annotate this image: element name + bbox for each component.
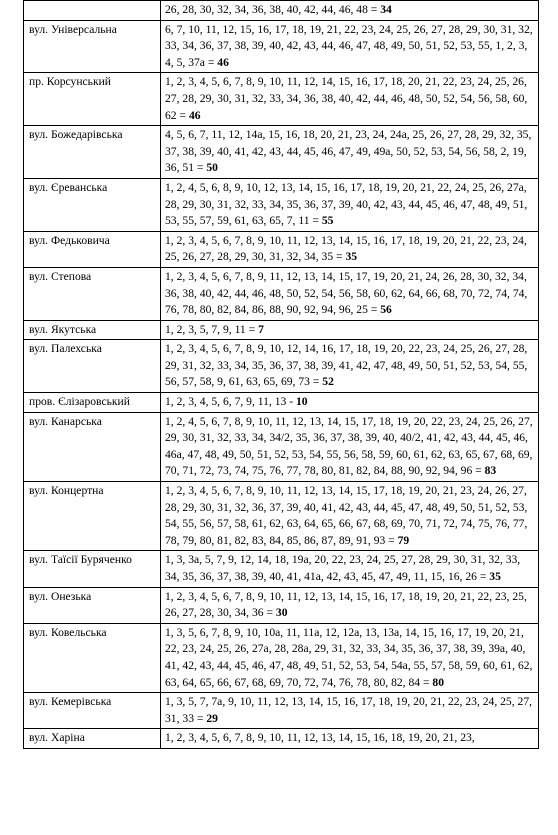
- table-row: [24, 623, 539, 692]
- table-row: [24, 340, 539, 393]
- table-row: [24, 393, 539, 413]
- house-numbers-text: 6, 7, 10, 11, 12, 15, 16, 17, 18, 19, 21, 22, 23, 24, 25, 26, 27, 28, 29, 30, 31, 32, 33, 34, 36, 37, 38, 39, 40, 42, 43, 44, 46, 47, 48, 49, 50, 51, 52, 53, 55, 1, 2, 3, 4, 5, 37а =: [165, 22, 533, 69]
- document-page: [23, 0, 538, 749]
- street-name-cell: вул. Харіна: [24, 729, 161, 749]
- house-numbers-text: 4, 5, 6, 7, 11, 12, 14а, 15, 16, 18, 20, 21, 23, 24, 24а, 25, 26, 27, 28, 29, 32, 35, 37, 38, 39, 40, 41, 42, 43, 44, 45, 46, 47, 49, 49а, 50, 52, 53, 54, 56, 58, 2, 19, 36, 51 =: [165, 128, 532, 175]
- house-count-total: 55: [321, 214, 334, 228]
- house-numbers-text: 1, 2, 4, 5, 6, 8, 9, 10, 12, 13, 14, 15, 16, 17, 18, 19, 20, 21, 22, 24, 25, 26, 27а, 28, 29, 30, 31, 32, 33, 34, 35, 36, 37, 39, 40, 42, 43, 44, 45, 46, 47, 48, 49, 51, 53, 55, 57, 59, 61, 63, 65, 7, 11 =: [165, 180, 528, 228]
- street-name-cell: вул. Палехська: [24, 340, 161, 393]
- street-name-cell: вул. Божедарівська: [24, 126, 161, 179]
- table-row: [24, 73, 539, 126]
- house-numbers-cell: [161, 320, 539, 340]
- street-houses-table: [23, 0, 539, 749]
- street-name-cell: вул. Ковельська: [24, 623, 161, 692]
- house-numbers-text: 1, 2, 4, 5, 6, 7, 8, 9, 10, 11, 12, 13, 14, 15, 17, 18, 19, 20, 22, 23, 24, 25, 26, 27, 29, 30, 31, 32, 33, 34, 34/2, 35, 36, 37, 38, 39, 40, 40/2, 41, 42, 43, 44, 45, 46, 46а, 47, 48, 49, 50, 51, 52, 53, 54, 55, 56, 58, 59, 60, 61, 62, 63, 65, 67, 68, 69, 70, 71, 72, 73, 74, 75, 76, 77, 78, 80, 81, 82, 84, 88, 90, 92, 94, 96 =: [165, 414, 533, 478]
- house-numbers-text: 1, 2, 3, 4, 5, 6, 7, 8, 9, 10, 11, 12, 13, 14, 15, 17, 18, 19, 20, 21, 23, 24, 26, 27, 28, 29, 30, 31, 32, 36, 37, 39, 40, 41, 42, 43, 44, 45, 47, 48, 49, 50, 51, 52, 53, 54, 55, 56, 57, 58, 61, 62, 63, 64, 65, 66, 67, 68, 69, 70, 71, 72, 74, 75, 76, 77, 78, 79, 80, 81, 82, 83, 84, 85, 86, 87, 89, 91, 93 =: [165, 484, 528, 547]
- house-numbers-text: 26, 28, 30, 32, 34, 36, 38, 40, 42, 44, 46, 48 =: [165, 3, 378, 16]
- house-numbers-cell: [161, 693, 539, 729]
- house-count-total: 34: [380, 3, 392, 16]
- house-numbers-cell: [161, 623, 539, 692]
- house-count-total: 50: [206, 161, 218, 175]
- street-name-cell: вул. Таїсії Буряченко: [24, 551, 161, 587]
- street-name-cell: вул. Концертна: [24, 482, 161, 551]
- street-name-cell: вул. Канарська: [24, 412, 161, 481]
- table-row: [24, 231, 539, 267]
- house-numbers-text: 1, 3, 3а, 5, 7, 9, 12, 14, 18, 19а, 20, 22, 23, 24, 25, 27, 28, 29, 30, 31, 32, 33, 34, 35, 36, 37, 38, 39, 40, 41, 41а, 42, 43, 45, 47, 49, 11, 15, 16, 26 =: [165, 553, 521, 583]
- table-row: [24, 729, 539, 749]
- house-numbers-text: 1, 2, 3, 4, 5, 6, 7, 8, 9, 10, 11, 12, 13, 14, 15, 16, 17, 18, 19, 20, 21, 22, 23, 25, 26, 27, 28, 30, 34, 36 =: [165, 589, 527, 620]
- table-row: [24, 482, 539, 551]
- house-numbers-cell: [161, 412, 539, 481]
- house-numbers-cell: [161, 73, 539, 126]
- house-count-total: 30: [275, 606, 288, 620]
- house-numbers-cell: [161, 482, 539, 551]
- table-row: [24, 693, 539, 729]
- house-numbers-text: 1, 3, 5, 7, 7а, 9, 10, 11, 12, 13, 14, 15, 16, 17, 18, 19, 20, 21, 22, 23, 24, 25, 27, 31, 33 =: [165, 695, 533, 725]
- house-numbers-text: 1, 3, 5, 6, 7, 8, 9, 10, 10а, 11, 11а, 12, 12а, 13, 13а, 14, 15, 16, 17, 19, 20, 21, 22, 23, 24, 25, 26, 27а, 28, 28а, 29, 31, 32, 33, 34, 35, 36, 37, 38, 39, 39а, 40, 41, 42, 43, 44, 45, 46, 47, 48, 49, 51, 52, 53, 54, 54а, 55, 57, 58, 59, 60, 61, 62, 63, 64, 65, 66, 67, 68, 69, 70, 72, 74, 76, 78, 80, 82, 84 =: [165, 625, 533, 689]
- house-count-total: 35: [489, 570, 501, 583]
- house-numbers-text: 1, 2, 3, 4, 5, 6, 7, 8, 9, 11, 12, 13, 14, 15, 17, 19, 20, 21, 24, 26, 28, 30, 32, 34, 36, 38, 40, 42, 44, 46, 48, 50, 52, 54, 56, 58, 60, 62, 64, 66, 68, 70, 72, 74, 74, 76, 78, 80, 82, 84, 86, 88, 90, 92, 94, 96, 25 =: [165, 269, 528, 317]
- house-numbers-cell: [161, 126, 539, 179]
- house-numbers-text: 1, 2, 3, 5, 7, 9, 11 =: [165, 322, 256, 336]
- house-count-total: 52: [322, 375, 334, 389]
- house-numbers-cell: [161, 20, 539, 73]
- house-numbers-text: 1, 2, 3, 4, 5, 6, 7, 8, 9, 10, 11, 12, 14, 15, 16, 17, 18, 20, 21, 22, 23, 24, 25, 26, 27, 28, 29, 30, 31, 32, 33, 34, 36, 38, 40, 42, 44, 46, 48, 50, 52, 54, 56, 58, 60, 62 =: [165, 75, 528, 122]
- table-row: [24, 551, 539, 587]
- house-numbers-cell: [161, 729, 539, 749]
- house-numbers-cell: [161, 587, 539, 623]
- house-count-total: 35: [345, 250, 358, 264]
- street-name-cell: вул. Федьковича: [24, 231, 161, 267]
- street-name-cell: вул. Кемерівська: [24, 693, 161, 729]
- table-row: [24, 320, 539, 340]
- house-count-total: 46: [188, 108, 201, 122]
- house-count-total: 56: [380, 303, 392, 317]
- house-numbers-cell: [161, 393, 539, 413]
- house-numbers-text: 1, 2, 3, 4, 5, 6, 7, 8, 9, 10, 11, 12, 13, 14, 15, 16, 17, 18, 19, 20, 21, 22, 23, 24, 25, 26, 27, 28, 29, 30, 31, 32, 34, 35 =: [165, 233, 527, 264]
- house-numbers-text: 1, 2, 3, 4, 5, 6, 7, 8, 9, 10, 12, 14, 16, 17, 18, 19, 20, 22, 23, 24, 25, 26, 27, 28, 29, 31, 32, 33, 34, 35, 36, 37, 38, 39, 41, 42, 47, 48, 49, 50, 51, 52, 53, 54, 55, 56, 57, 58, 9, 61, 63, 65, 69, 73 =: [165, 342, 528, 389]
- house-count-total: 80: [432, 675, 444, 689]
- house-numbers-cell: [161, 231, 539, 267]
- house-count-total: 79: [397, 533, 410, 547]
- table-row: [24, 126, 539, 179]
- table-row: [24, 587, 539, 623]
- table-body: [24, 1, 539, 749]
- house-count-total: 83: [484, 464, 497, 478]
- house-numbers-text: 1, 2, 3, 4, 5, 6, 7, 8, 9, 10, 11, 12, 13, 14, 15, 16, 18, 19, 20, 21, 23,: [165, 731, 475, 745]
- house-count-total: 7: [258, 322, 264, 336]
- house-numbers-cell: [161, 340, 539, 393]
- house-count-total: 10: [295, 395, 308, 409]
- table-row: [24, 267, 539, 320]
- table-row: [24, 1, 539, 21]
- house-numbers-cell: [161, 178, 539, 231]
- house-numbers-cell: [161, 551, 539, 587]
- house-count-total: 29: [206, 711, 218, 725]
- street-name-cell: пров. Єлізаровський: [24, 393, 161, 413]
- street-name-cell: вул. Степова: [24, 267, 161, 320]
- house-numbers-cell: [161, 267, 539, 320]
- table-row: [24, 20, 539, 73]
- table-row: [24, 412, 539, 481]
- street-name-cell: [24, 1, 161, 21]
- street-name-cell: вул. Універсальна: [24, 20, 161, 73]
- street-name-cell: вул. Якутська: [24, 320, 161, 340]
- house-numbers-cell: [161, 1, 539, 21]
- street-name-cell: вул. Єреванська: [24, 178, 161, 231]
- table-row: [24, 178, 539, 231]
- street-name-cell: пр. Корсунський: [24, 73, 161, 126]
- street-name-cell: вул. Онезька: [24, 587, 161, 623]
- house-count-total: 46: [217, 55, 229, 69]
- house-numbers-text: 1, 2, 3, 4, 5, 6, 7, 9, 11, 13 -: [165, 395, 294, 409]
